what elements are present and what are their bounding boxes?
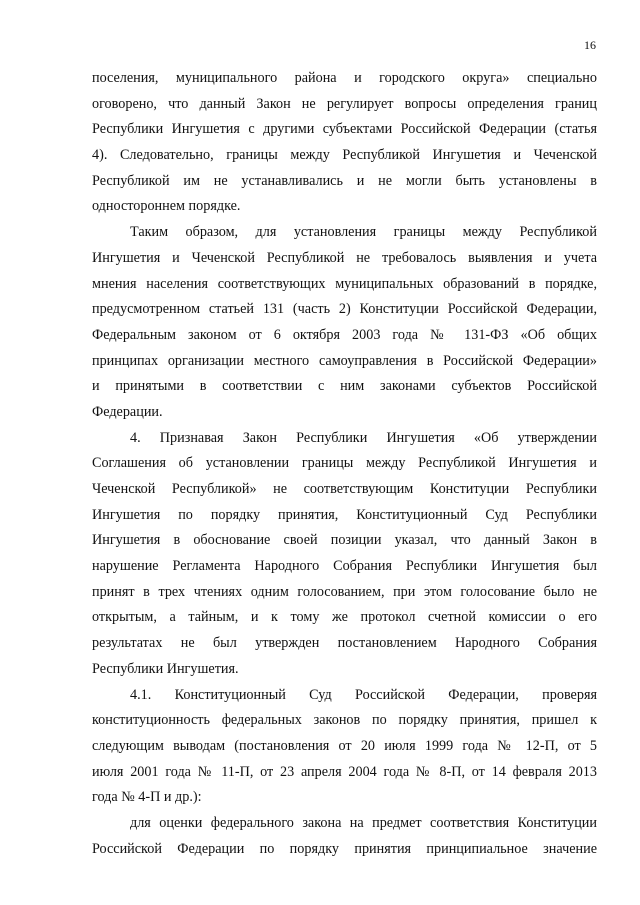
text-line: конституционность федеральных законов по порядку принятия, пришел к <box>92 712 597 729</box>
text-line: июля 2001 года № 11-П, от 23 апреля 2004 года № 8-П, от 14 февраля 2013 <box>92 763 597 780</box>
paragraph <box>92 66 597 220</box>
text-line: Федеральным законом от 6 октября 2003 года № 131-ФЗ «Об общих <box>92 326 597 343</box>
text-line: Соглашения об установлении границы между Республикой Ингушетия и <box>92 455 597 472</box>
text-line: Республики Ингушетия с другими субъектами Российской Федерации (статья <box>92 121 597 138</box>
text-line: и принятыми в соответствии с ним законами субъектов Российской <box>92 378 597 395</box>
text-line: Ингушетия по порядку принятия, Конституционный Суд Республики <box>92 506 597 523</box>
text-line: нарушение Регламента Народного Собрания Республики Ингушетия был <box>92 558 597 575</box>
text-line: открытым, а тайным, и к тому же протокол счетной комиссии о его <box>92 609 597 626</box>
text-line: оговорено, что данный Закон не регулирует вопросы определения границ <box>92 95 597 112</box>
text-line: 4. Признавая Закон Республики Ингушетия «Об утверждении <box>130 429 597 446</box>
text-line: Республики Ингушетия. <box>92 660 239 677</box>
text-line: Российской Федерации по порядку принятия принципиальное значение <box>92 840 597 857</box>
text-line: Республикой им не устанавливались и не могли быть установлены в <box>92 172 597 189</box>
document-body <box>92 66 597 862</box>
text-line: Ингушетия в обоснование своей позиции указал, что данный Закон в <box>92 532 597 549</box>
text-line: одностороннем порядке. <box>92 198 241 215</box>
text-line: принят в трех чтениях одним голосованием, при этом голосование было не <box>92 583 597 600</box>
page-number: 16 <box>584 38 596 52</box>
paragraph <box>92 683 597 811</box>
paragraph <box>92 426 597 683</box>
text-line: следующим выводам (постановления от 20 июля 1999 года № 12-П, от 5 <box>92 737 597 754</box>
text-line: предусмотренном статьей 131 (часть 2) Конституции Российской Федерации, <box>92 301 597 318</box>
text-line: 4.1. Конституционный Суд Российской Федерации, проверяя <box>130 686 597 703</box>
text-line: мнения населения соответствующих муниципальных образований в порядке, <box>92 275 597 292</box>
text-line: Федерации. <box>92 403 163 420</box>
text-line: поселения, муниципального района и городского округа» специально <box>92 70 597 86</box>
text-line: результатах не был утвержден постановлением Народного Собрания <box>92 635 597 652</box>
text-line: Чеченской Республикой» не соответствующим Конституции Республики <box>92 481 597 497</box>
paragraph <box>92 220 597 426</box>
text-line: принципах организации местного самоуправления в Российской Федерации» <box>92 352 597 369</box>
text-line: 4). Следовательно, границы между Республикой Ингушетия и Чеченской <box>92 147 597 164</box>
text-line: для оценки федерального закона на предмет соответствия Конституции <box>130 814 597 831</box>
text-line: Ингушетия и Чеченской Республикой не требовалось выявления и учета <box>92 249 597 266</box>
text-line: Таким образом, для установления границы между Республикой <box>130 224 597 241</box>
paragraph <box>92 811 597 862</box>
text-line: года № 4-П и др.): <box>92 789 202 806</box>
